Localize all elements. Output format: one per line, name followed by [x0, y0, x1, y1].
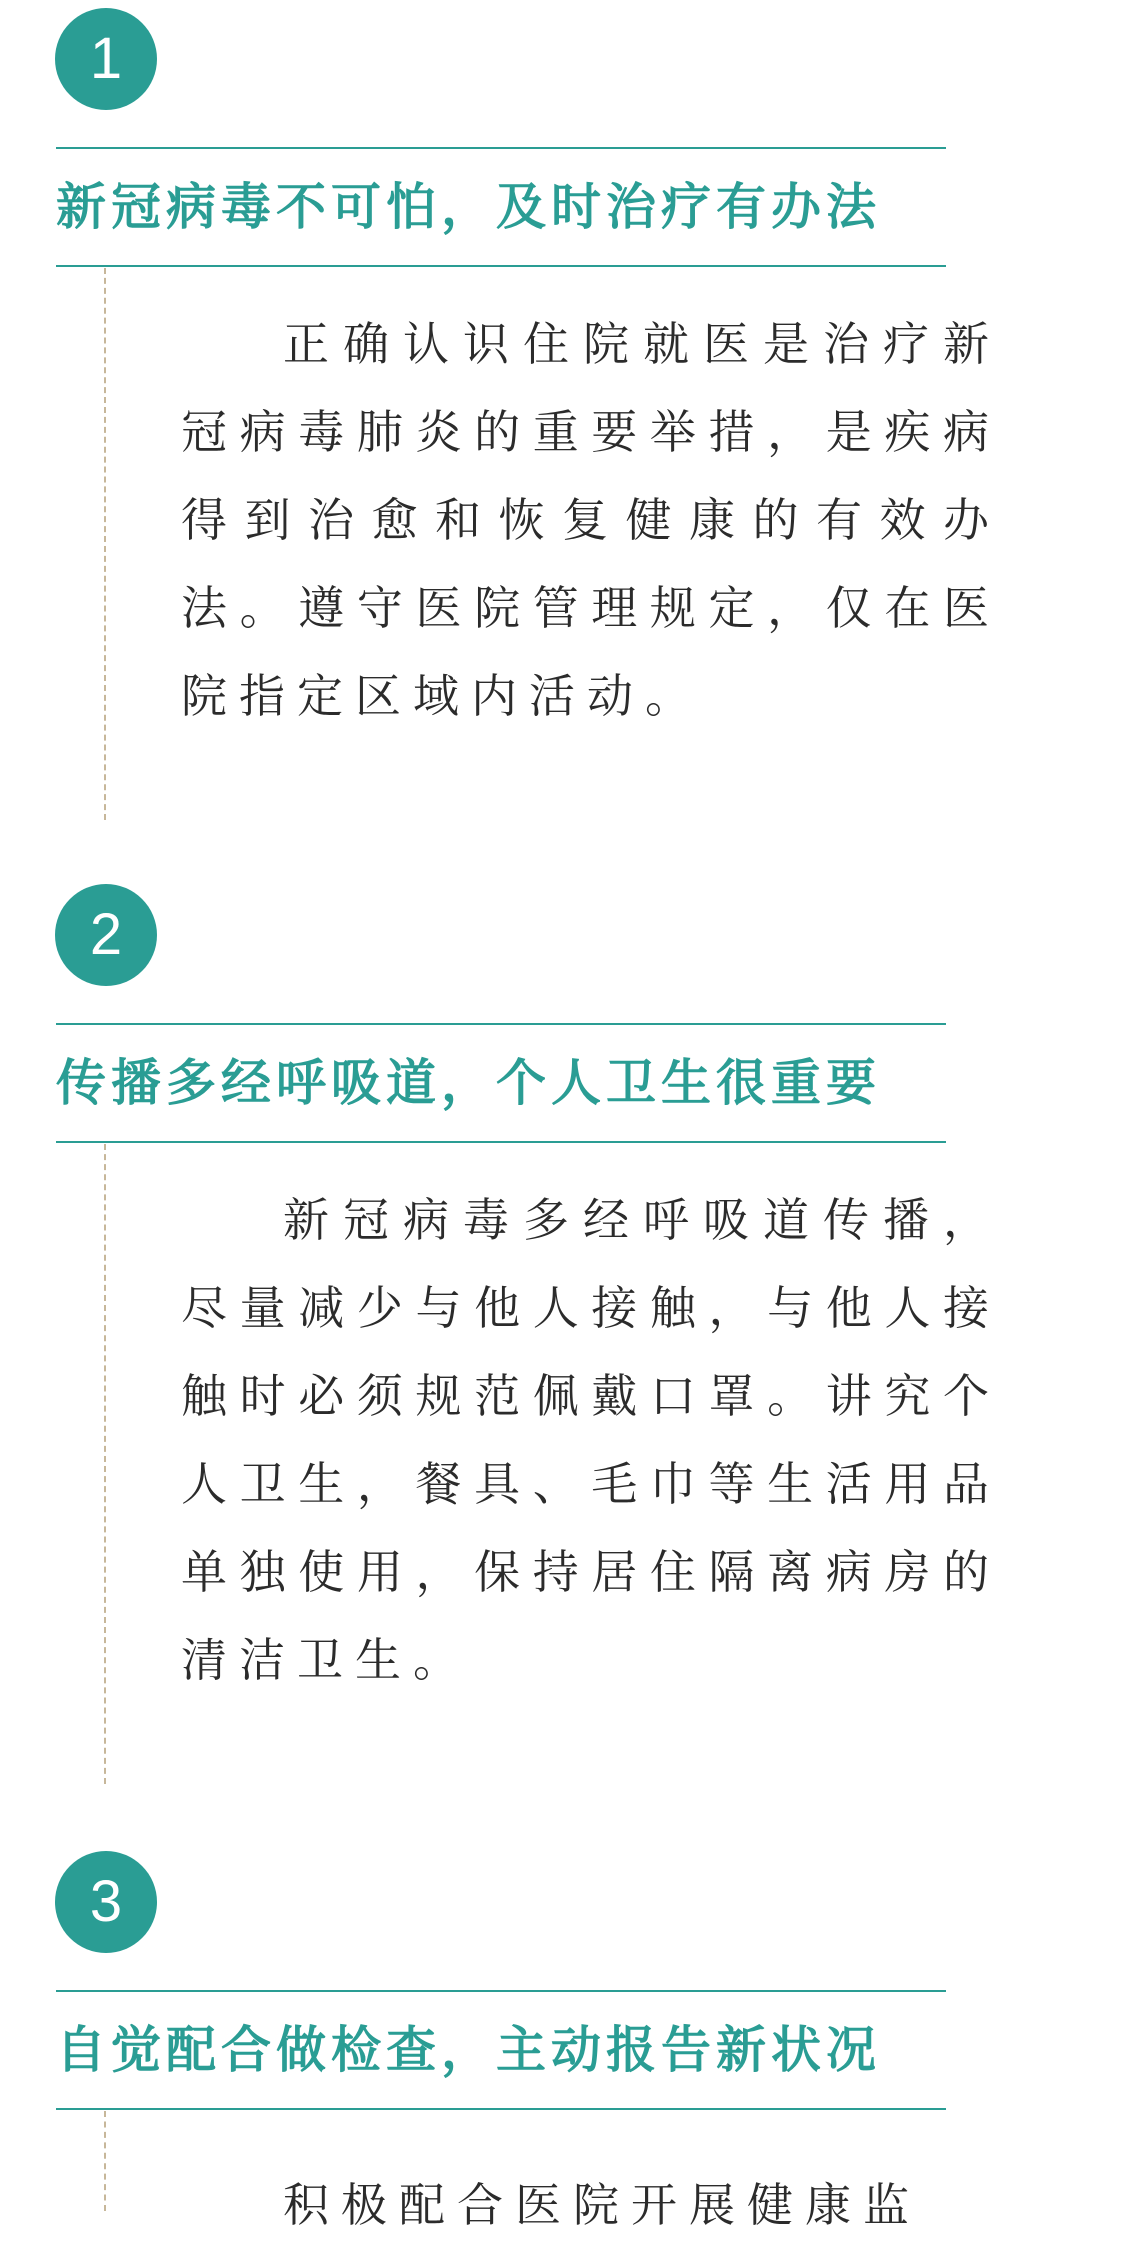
section-title-bar [56, 147, 946, 267]
section-title: 新冠病毒不可怕，及时治疗有办法 [56, 178, 881, 236]
section-1 [0, 0, 1129, 880]
section-body-text: 正确认识住院就医是治疗新冠病毒肺炎的重要举措，是疾病得到治愈和恢复健康的有效办法。遵守医院管理规定，仅在医院指定区域内活动。 [181, 317, 1001, 723]
dashed-divider-line [104, 268, 106, 820]
section-2 [0, 876, 1129, 1816]
section-3 [0, 1843, 1129, 2232]
section-title: 自觉配合做检查，主动报告新状况 [56, 2021, 881, 2079]
section-body-text: 积极配合医院开展健康监 [283, 2178, 921, 2232]
section-number-badge: 2 [55, 884, 157, 986]
section-body-text: 新冠病毒多经呼吸道传播，尽量减少与他人接触，与他人接触时必须规范佩戴口罩。讲究个人卫生，餐具、毛巾等生活用品单独使用，保持居住隔离病房的清洁卫生。 [181, 1193, 1001, 1687]
dashed-divider-line [104, 2111, 106, 2211]
section-title-bar [56, 1990, 946, 2110]
dashed-divider-line [104, 1144, 106, 1784]
section-number-badge: 1 [55, 8, 157, 110]
section-title: 传播多经呼吸道，个人卫生很重要 [56, 1054, 881, 1112]
section-title-bar [56, 1023, 946, 1143]
section-number-badge: 3 [55, 1851, 157, 1953]
